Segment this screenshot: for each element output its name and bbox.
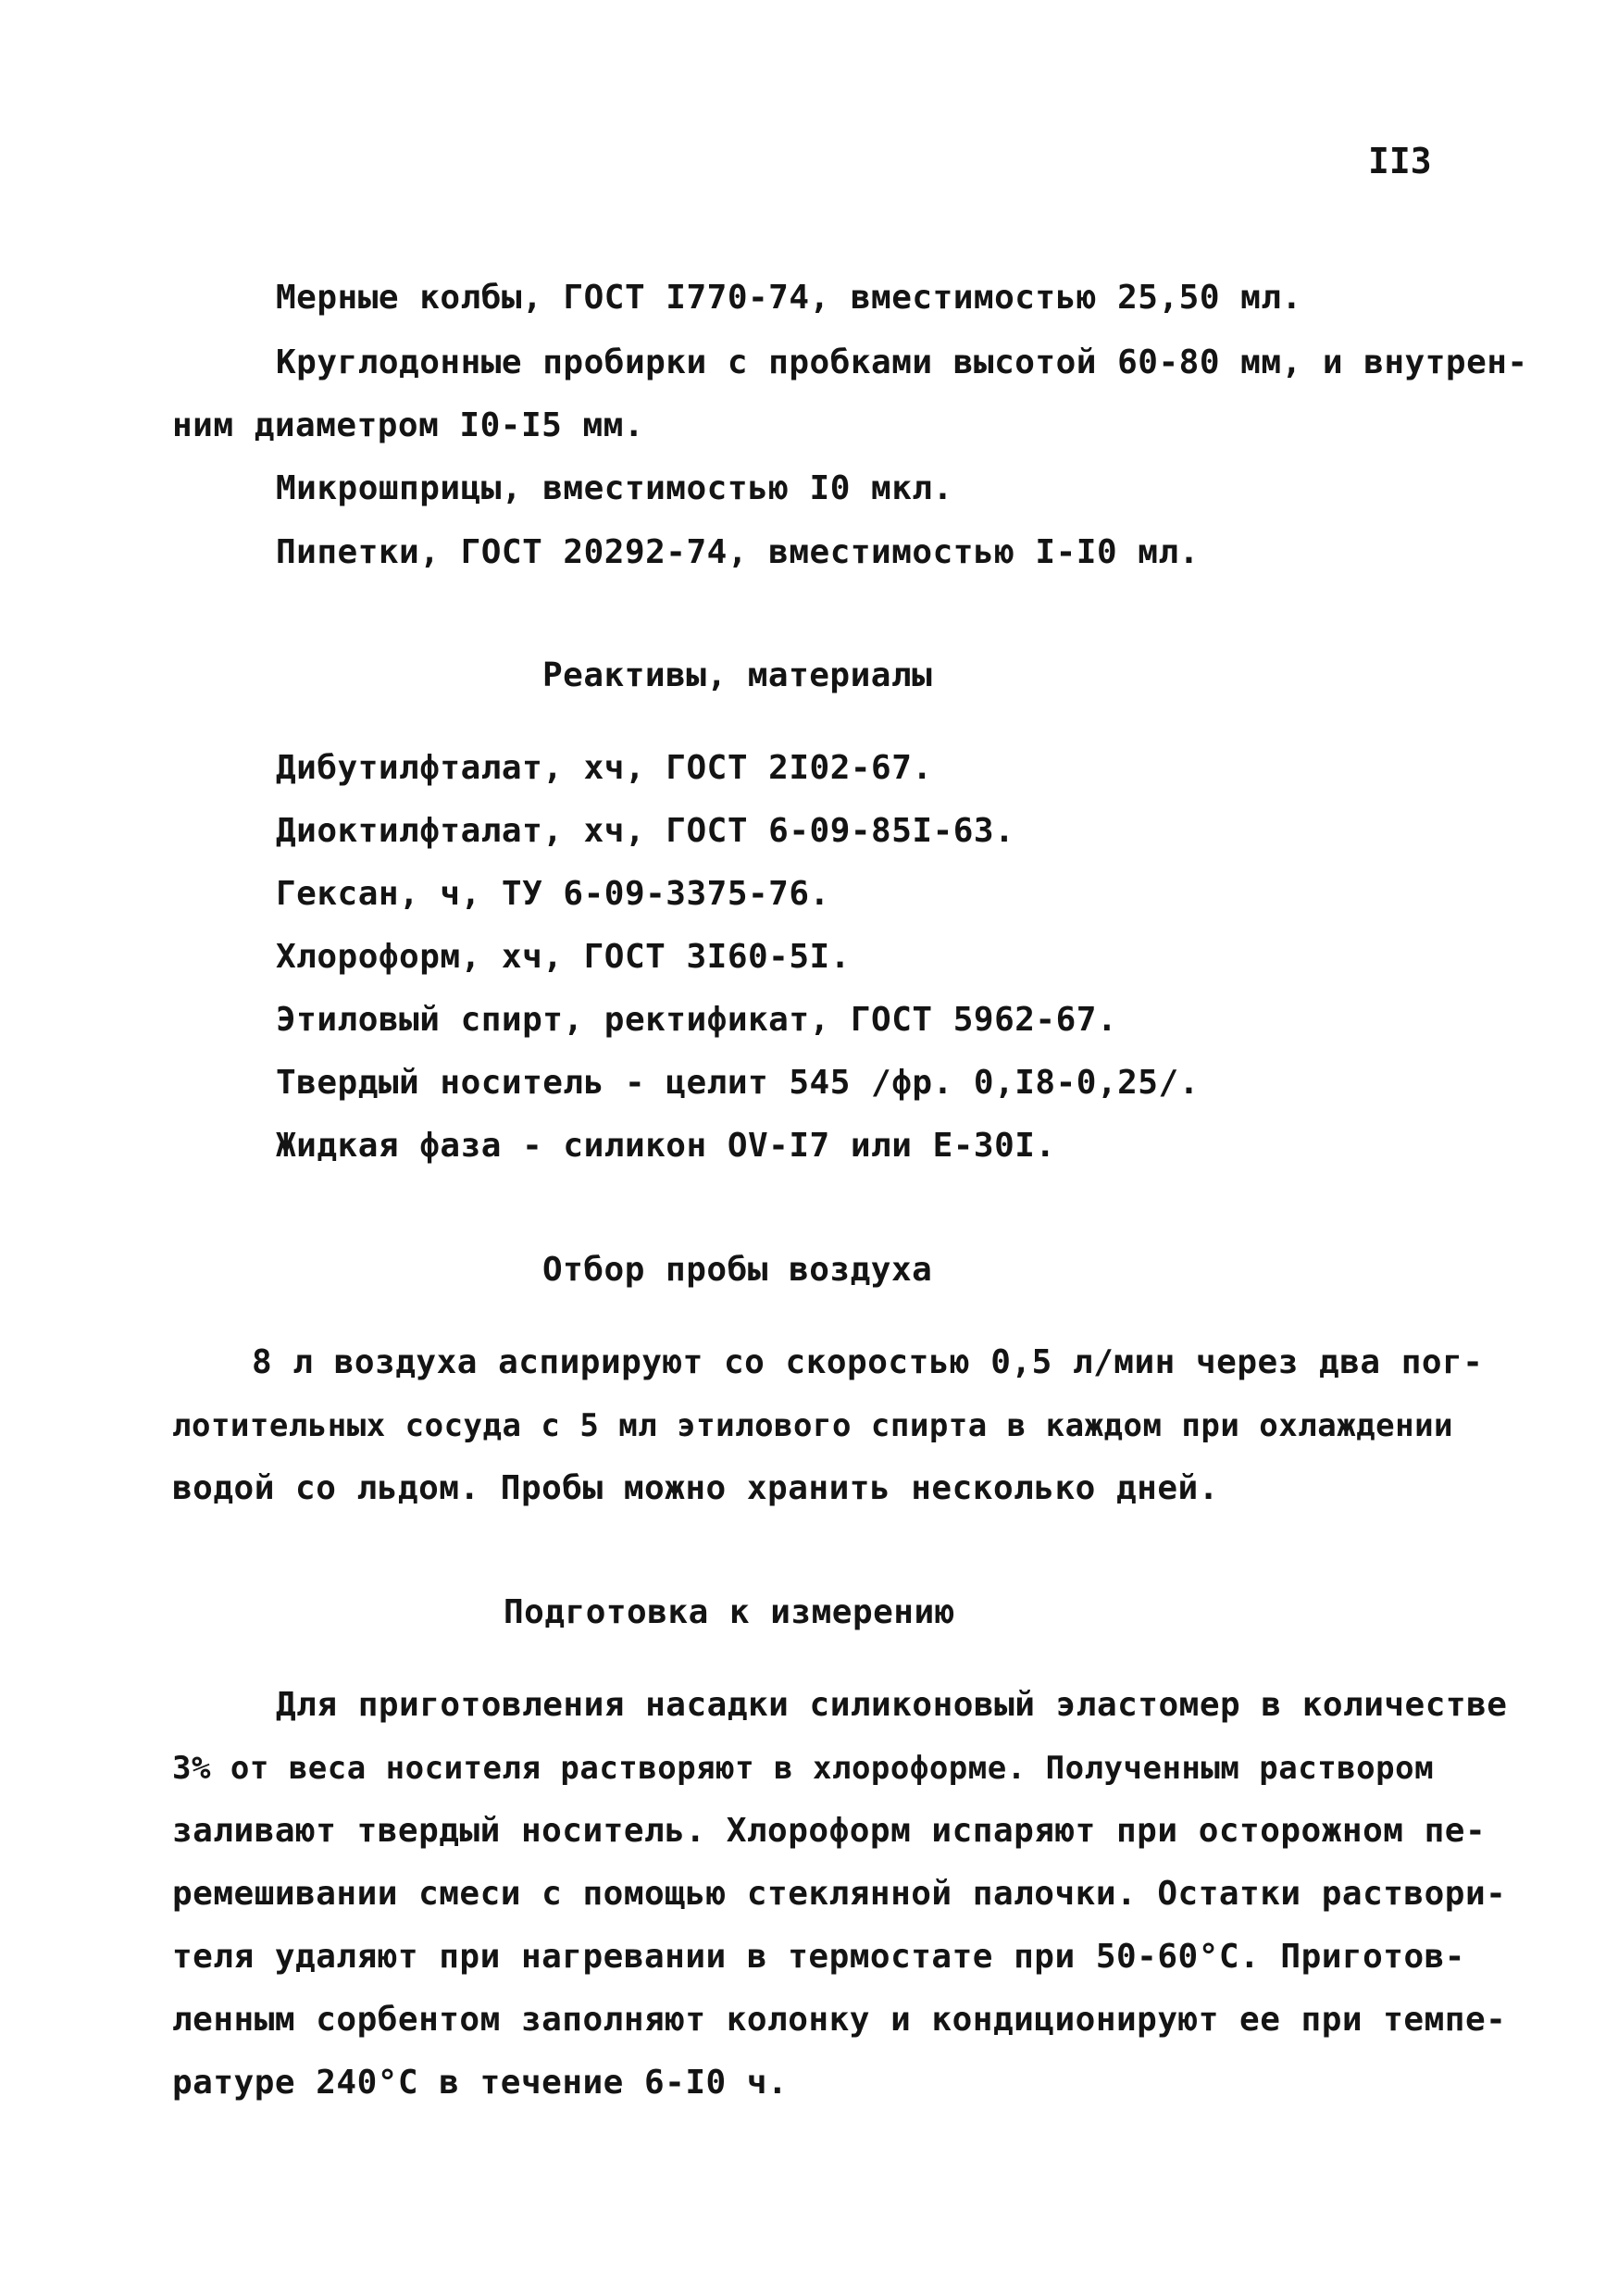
equipment-line-1: Мерные колбы, ГОСТ I770-74, вместимостью 25,50 мл. xyxy=(276,279,1302,317)
reagent-line-6: Твердый носитель - целит 545 /фр. 0,I8-0,25/. xyxy=(276,1064,1200,1102)
preparation-line-7-text: ратуре 240 xyxy=(172,2064,378,2102)
reagent-line-2: Диоктилфталат, хч, ГОСТ 6-09-85I-63. xyxy=(276,812,1015,850)
preparation-line-2: 3% от веса носителя растворяют в хлороформе. Полученным раствором xyxy=(172,1750,1435,1787)
sampling-heading: Отбор пробы воздуха xyxy=(542,1251,933,1289)
equipment-line-3: ним диаметром I0-I5 мм. xyxy=(172,406,644,444)
preparation-line-6: ленным сорбентом заполняют колонку и кондиционируют ее при темпе- xyxy=(172,2001,1507,2039)
preparation-line-5 xyxy=(172,1937,1465,1978)
reagent-line-7: Жидкая фаза - силикон OV-I7 или E-30I. xyxy=(276,1127,1056,1165)
preparation-line-5-degree: °С. Приготов- xyxy=(1198,1938,1465,1976)
page-number: II3 xyxy=(1368,141,1432,181)
preparation-line-7 xyxy=(172,2063,788,2103)
equipment-line-2: Круглодонные пробирки с пробками высотой 60-80 мм, и внутрен- xyxy=(276,343,1528,381)
preparation-line-5-text: теля удаляют при нагревании в термостате при 50-60 xyxy=(172,1938,1199,1976)
preparation-line-7-degree: °С в течение 6-I0 ч. xyxy=(377,2064,789,2102)
reagent-line-1: Дибутилфталат, хч, ГОСТ 2I02-67. xyxy=(276,749,933,787)
equipment-line-4: Микрошприцы, вместимостью I0 мкл. xyxy=(276,469,953,507)
reagent-line-4: Хлороформ, хч, ГОСТ 3I60-5I. xyxy=(276,938,851,976)
equipment-line-5: Пипетки, ГОСТ 20292-74, вместимостью I-I0 мл. xyxy=(276,533,1200,571)
sampling-line-2: лотительных сосуда с 5 мл этилового спирта в каждом при охлаждении xyxy=(172,1407,1454,1444)
reagent-line-3: Гексан, ч, ТУ 6-09-3375-76. xyxy=(276,875,830,913)
preparation-line-1: Для приготовления насадки силиконовый эластомер в количестве xyxy=(276,1686,1508,1724)
reagent-line-5: Этиловый спирт, ректификат, ГОСТ 5962-67. xyxy=(276,1001,1118,1039)
preparation-line-3: заливают твердый носитель. Хлороформ испаряют при осторожном пе- xyxy=(172,1812,1487,1850)
preparation-heading: Подготовка к измерению xyxy=(504,1593,955,1631)
reagents-heading: Реактивы, материалы xyxy=(542,656,933,694)
sampling-line-3: водой со льдом. Пробы можно хранить несколько дней. xyxy=(172,1469,1219,1507)
sampling-line-1: 8 л воздуха аспирируют со скоростью 0,5 л/мин через два пог- xyxy=(252,1343,1484,1381)
preparation-line-4: ремешивании смеси с помощью стеклянной палочки. Остатки раствори- xyxy=(172,1875,1507,1913)
